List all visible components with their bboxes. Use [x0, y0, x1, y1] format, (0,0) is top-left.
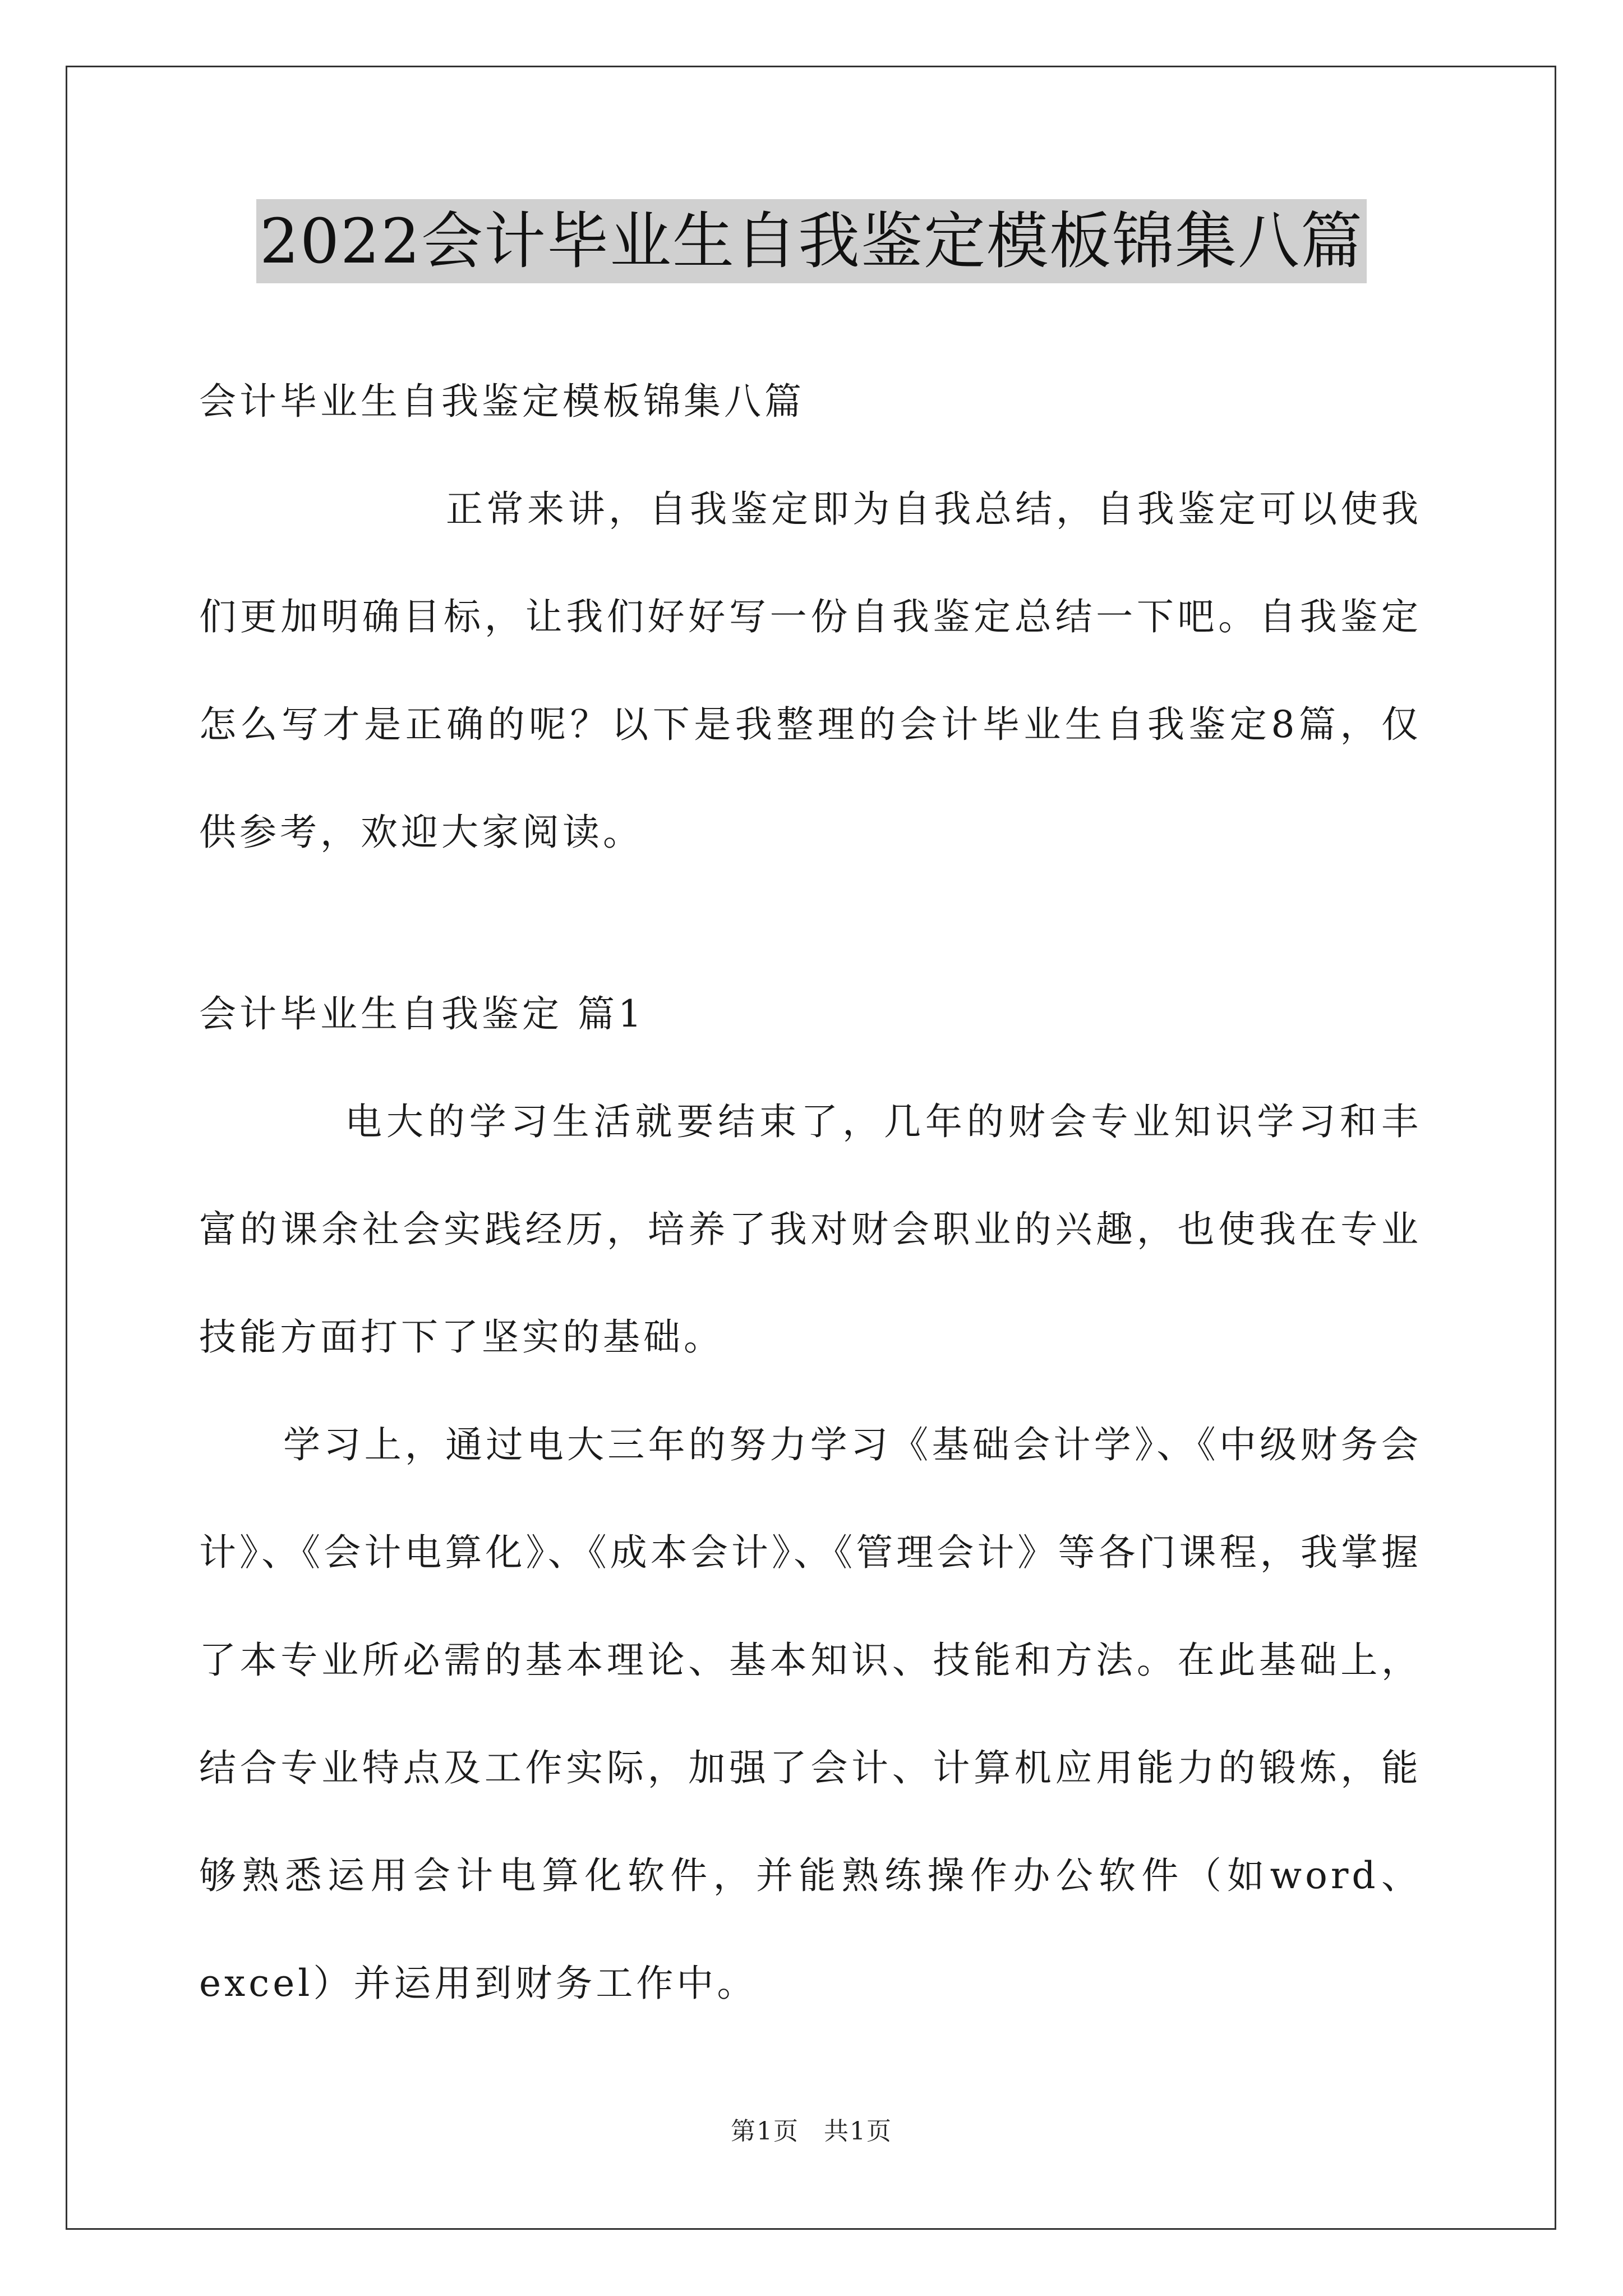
section-paragraph: 学习上，通过电大三年的努力学习《基础会计学》、《中级财务会计》、《会计电算化》、《成本会计》、《管理会计》等各门课程，我掌握了本专业所必需的基本理论、基本知识、技能和方法。在此基础上，结合专业特点及工作实际，加强了会计、计算机应用能力的锻炼，能够熟悉运用会计电算化软件，并能熟练操作办公软件（如word、excel）并运用到财务工作中。	[199, 1423, 1422, 2005]
title-wrapper	[0, 199, 1623, 283]
page-number: 第1页	[731, 2117, 799, 2146]
intro-paragraph: 正常来讲，自我鉴定即为自我总结，自我鉴定可以使我们更加明确目标，让我们好好写一份自我鉴定总结一下吧。自我鉴定怎么写才是正确的呢？以下是我整理的会计毕业生自我鉴定8篇，仅供参考，欢迎大家阅读。	[199, 487, 1422, 854]
section-paragraph: 电大的学习生活就要结束了，几年的财会专业知识学习和丰富的课余社会实践经历，培养了我对财会职业的兴趣，也使我在专业技能方面打下了坚实的基础。	[199, 1100, 1422, 1359]
section-heading: 会计毕业生自我鉴定 篇1	[199, 992, 645, 1036]
page-total: 共1页	[824, 2117, 892, 2146]
document-body	[199, 348, 1422, 2037]
document-title: 2022会计毕业生自我鉴定模板锦集八篇	[256, 199, 1367, 283]
page-footer	[0, 2115, 1623, 2148]
document-subtitle: 会计毕业生自我鉴定模板锦集八篇	[199, 380, 805, 423]
spacer	[199, 886, 1422, 960]
